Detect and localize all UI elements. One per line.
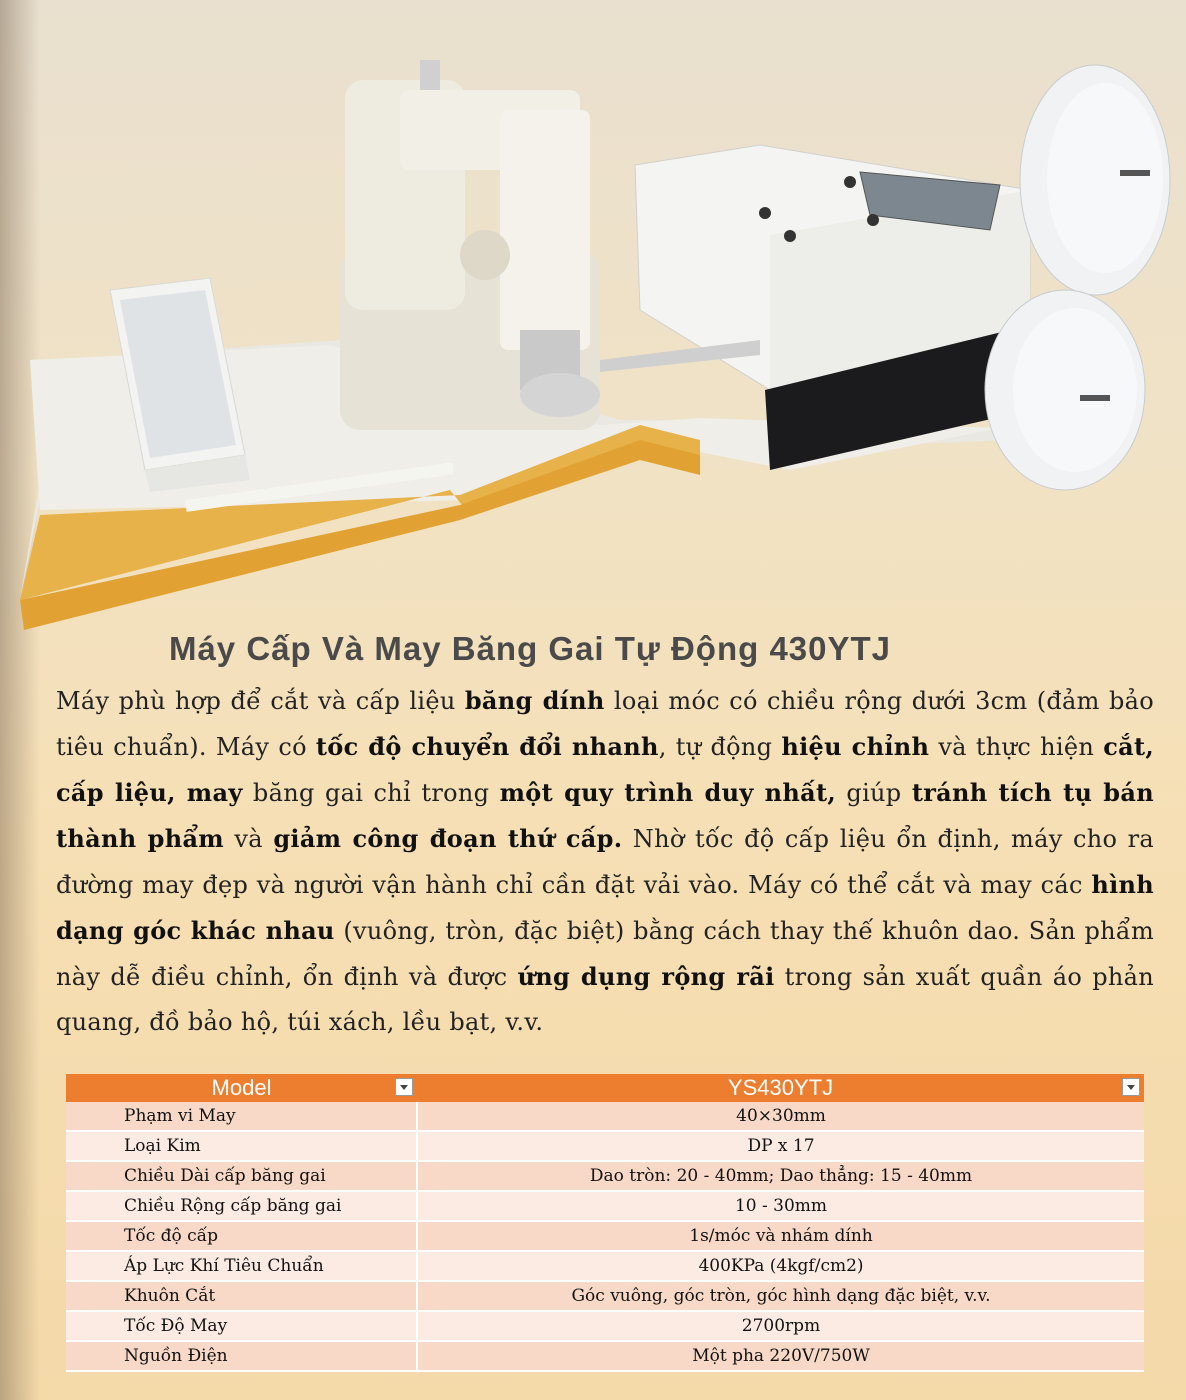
spec-value: Góc vuông, góc tròn, góc hình dạng đặc biệt, v.v. <box>417 1281 1144 1311</box>
spec-value: Dao tròn: 20 - 40mm; Dao thẳng: 15 - 40mm <box>417 1161 1144 1191</box>
spec-label: Phạm vi May <box>66 1102 417 1131</box>
description-bold-text: tốc độ chuyển đổi nhanh <box>315 732 659 761</box>
spec-value: DP x 17 <box>417 1131 1144 1161</box>
spec-row <box>66 1161 1144 1191</box>
spec-row <box>66 1281 1144 1311</box>
spec-label: Áp Lực Khí Tiêu Chuẩn <box>66 1251 417 1281</box>
spec-value: 400KPa (4kgf/cm2) <box>417 1251 1144 1281</box>
description-bold-text: hình dạng góc khác nhau <box>56 870 1154 945</box>
description-text: và <box>224 825 274 853</box>
spec-row <box>66 1311 1144 1341</box>
description-text: (vuông, tròn, đặc biệt) bằng cách thay thế khuôn dao. Sản phẩm này dễ điều chỉnh, ổn định và được <box>56 917 1154 991</box>
spec-row <box>66 1251 1144 1281</box>
spec-label: Tốc độ cấp <box>66 1221 417 1251</box>
description-bold-text: giảm công đoạn thứ cấp. <box>273 824 623 853</box>
spec-row <box>66 1221 1144 1251</box>
filter-dropdown-icon[interactable] <box>1122 1078 1140 1096</box>
description-text: loại móc có chiều rộng dưới 3cm (đảm bảo tiêu chuẩn). Máy có <box>56 687 1154 761</box>
spec-label: Chiều Rộng cấp băng gai <box>66 1191 417 1221</box>
spec-value: 1s/móc và nhám dính <box>417 1221 1144 1251</box>
spec-label: Nguồn Điện <box>66 1341 417 1371</box>
description-text: , tự động <box>658 733 782 761</box>
spec-label: Tốc Độ May <box>66 1311 417 1341</box>
spec-row <box>66 1102 1144 1131</box>
description-text: Máy phù hợp để cắt và cấp liệu <box>56 687 465 715</box>
description-bold-text: cắt, cấp liệu, may <box>56 732 1154 807</box>
spec-header-value-cell <box>417 1074 1144 1102</box>
description-text: băng gai chỉ trong <box>242 779 500 807</box>
spec-row <box>66 1131 1144 1161</box>
description-bold-text: tránh tích tụ bán thành phẩm <box>56 778 1154 853</box>
spec-header-model <box>66 1074 417 1102</box>
description-text: Nhờ tốc độ cấp liệu ổn định, máy cho ra đường may đẹp và người vận hành chỉ cần đặt vải vào. Máy có thể cắt và may các <box>56 825 1155 899</box>
spec-header-label: Model <box>211 1075 272 1100</box>
spec-label: Khuôn Cắt <box>66 1281 417 1311</box>
spec-value: 40×30mm <box>417 1102 1144 1131</box>
spec-label: Loại Kim <box>66 1131 417 1161</box>
filter-dropdown-icon[interactable] <box>395 1078 413 1096</box>
description-bold-text: hiệu chỉnh <box>781 732 930 761</box>
description-text: trong sản xuất quần áo phản quang, đồ bảo hộ, túi xách, lều bạt, v.v. <box>56 963 1154 1036</box>
spec-table <box>66 1074 1144 1372</box>
spec-header-value: YS430YTJ <box>727 1075 834 1100</box>
description-text: và thực hiện <box>929 733 1104 761</box>
spec-value: 10 - 30mm <box>417 1191 1144 1221</box>
spec-value: Một pha 220V/750W <box>417 1341 1144 1371</box>
description-bold-text: băng dính <box>464 686 605 715</box>
sewing-machine <box>340 60 600 430</box>
spec-row <box>66 1341 1144 1371</box>
description-text: giúp <box>836 779 912 807</box>
product-photo <box>0 0 1186 640</box>
spec-value: 2700rpm <box>417 1311 1144 1341</box>
product-description <box>56 678 1154 1045</box>
page-title: Máy Cấp Và May Băng Gai Tự Động 430YTJ <box>168 630 892 667</box>
spec-row <box>66 1191 1144 1221</box>
description-bold-text: ứng dụng rộng rãi <box>517 962 775 991</box>
spec-header-row <box>66 1074 1144 1102</box>
spec-label: Chiều Dài cấp băng gai <box>66 1161 417 1191</box>
description-bold-text: một quy trình duy nhất, <box>499 778 837 807</box>
